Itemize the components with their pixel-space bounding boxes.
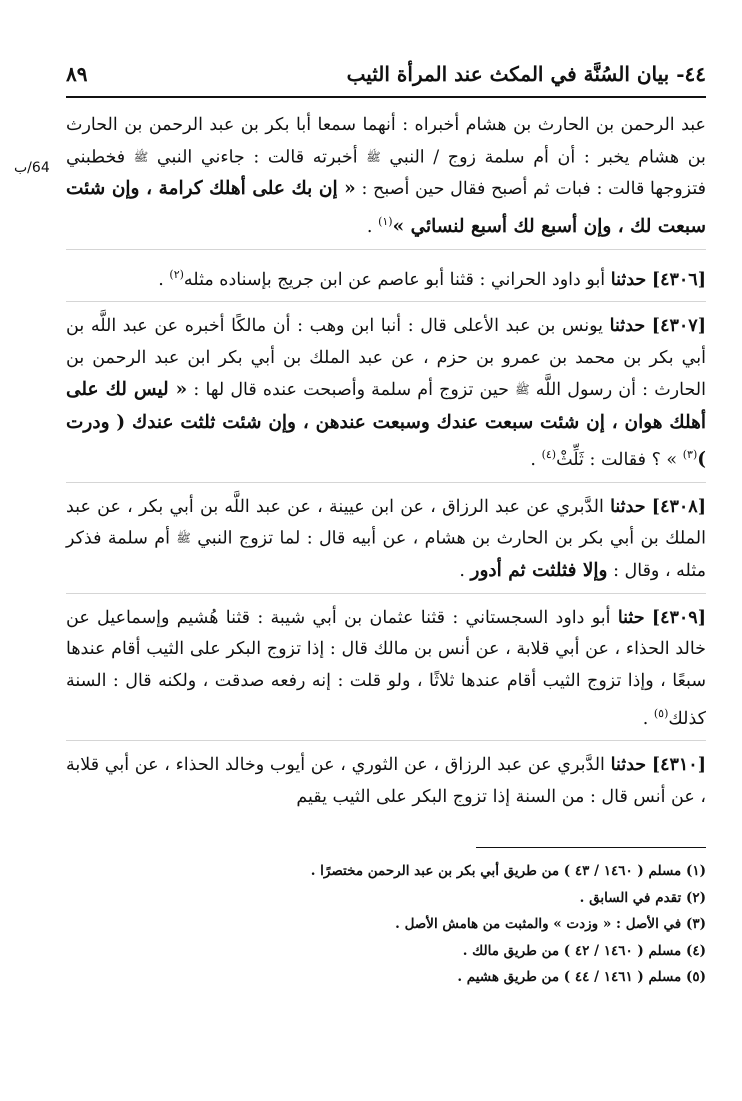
para-end: . xyxy=(530,450,536,471)
hadith-4309 xyxy=(66,603,706,741)
hadith-number: [٤٣٠٩] xyxy=(651,607,706,628)
para-text: الدَّبري عن عبد الرزاق ، عن الثوري ، عن أيوب وخالد الحذاء ، عن أبي قلابة ، عن أنس قال : من السنة إذا تزوج البكر على الثيب يقيم xyxy=(66,755,706,807)
para-text: » ؟ فقالت : ثَلِّثْ xyxy=(556,450,678,471)
hadith-number: [٤٣٠٦] xyxy=(651,269,706,290)
para-text: حين تزوج أم سلمة وأصبحت عنده قال لها : xyxy=(193,380,509,401)
hadith-4308 xyxy=(66,492,706,594)
manuscript-folio-note: 64/ب xyxy=(14,160,50,176)
footnote-ref[interactable]: (٣) xyxy=(682,448,698,462)
pbuh-honorific-icon: ﷺ xyxy=(366,149,381,164)
pbuh-honorific-icon: ﷺ xyxy=(176,531,191,546)
para-text: الدَّبري عن عبد الرزاق ، عن ابن عيينة ، عن عبد اللَّه بن أبي بكر ، عن عبد الملك بن أبي بكر بن الحارث بن هشام ، عن أبيه قال : لما تزوج النبي xyxy=(66,496,706,549)
footnote-ref[interactable]: (٥) xyxy=(653,706,669,720)
para-text: فخطبني فتزوجها قالت : فبات ثم أصبح فقال حين أصبح : xyxy=(66,146,706,200)
haddathana-word: حدثنا xyxy=(610,496,646,517)
footnote-1: (١) مسلم ( ١٤٦٠ / ٤٣ ) من طريق أبي بكر بن عبد الرحمن مختصرًا . xyxy=(310,863,706,879)
footnote-rule xyxy=(476,847,706,848)
para-text: يونس بن عبد الأعلى قال : أنبا ابن وهب : أن مالكًا أخبره عن عبد اللَّه بن أبي بكر بن محمد بن عمرو بن حزم ، عن عبد الملك بن أبي بكر ابن عبد الرحمن بن الحارث : أن رسول اللَّه xyxy=(66,315,706,401)
pbuh-honorific-icon: ﷺ xyxy=(133,149,149,164)
hadith-4310 xyxy=(66,750,706,818)
chapter-title: ٤٤- بيان السُنَّة في المكث عند المرأة الثيب xyxy=(346,62,706,86)
para-end: . xyxy=(642,708,649,729)
page-header xyxy=(66,56,706,92)
hadith-quote: « ليس لك على أهلك هوان ، إن شئت سبعت عندك وسبعت عندهن ، وإن شئت ثلثت عندك ( ودرت ) xyxy=(66,379,706,471)
hadith-number: [٤٣٠٨] xyxy=(651,496,706,517)
haddathana-word: حثنا xyxy=(617,607,645,628)
hadith-quote: وإلا فثلثت ثم أدور xyxy=(470,560,608,582)
paragraph-continuation xyxy=(66,110,706,250)
footnote-2: (٢) تقدم في السابق . xyxy=(579,889,706,906)
pbuh-honorific-icon: ﷺ xyxy=(515,382,530,397)
para-text: أم سلمة فذكر مثله ، وقال : xyxy=(66,528,706,582)
header-rule xyxy=(66,96,706,98)
footnote-ref[interactable]: (٢) xyxy=(169,267,184,281)
hadith-quote: « إن بك على أهلك كرامة ، وإن شئت سبعت لك ، وإن أسبع لك أسبع لنسائي » xyxy=(66,178,706,237)
hadith-number: [٤٣١٠] xyxy=(651,755,706,775)
para-end: . xyxy=(459,561,465,582)
para-end: . xyxy=(366,216,373,237)
para-text: عبد الرحمن بن الحارث بن هشام أخبراه : أنهما سمعا أبا بكر بن عبد الرحمن بن الحارث بن هشام يخبر : أن أم سلمة زوج / النبي xyxy=(66,115,706,167)
hadith-4306 xyxy=(66,259,706,302)
page-number: ٨٩ xyxy=(66,62,88,86)
para-text: أخبرته قالت : جاءني النبي xyxy=(156,146,358,167)
haddathana-word: حدثنا xyxy=(609,315,646,336)
footnote-ref[interactable]: (١) xyxy=(378,215,393,229)
haddathana-word: حدثنا xyxy=(610,755,647,775)
para-end: . xyxy=(158,269,164,290)
hadith-4307 xyxy=(66,311,706,483)
footnote-5: (٥) مسلم ( ١٤٦١ / ٤٤ ) من طريق هشيم . xyxy=(457,969,706,985)
para-text: أبو داود السجستاني : قثنا عثمان بن أبي شيبة : قثنا هُشيم وإسماعيل عن خالد الحذاء ، عن أبي قلابة ، عن أنس بن مالك قال : إذا تزوج البكر على الثيب أقام عندها سبعًا ، وإذا تزوج الثيب أقام عندها ثلاثًا ، ولو قلت : إنه رفعه صدقت ، ولكنه قال : السنة كذلك xyxy=(66,607,706,729)
para-text: أبو داود الحراني : قثنا أبو عاصم عن ابن جريج بإسناده مثله xyxy=(183,269,606,290)
footnote-ref[interactable]: (٤) xyxy=(541,448,557,462)
footnote-4: (٤) مسلم ( ١٤٦٠ / ٤٢ ) من طريق مالك . xyxy=(462,942,706,959)
footnotes xyxy=(66,858,706,991)
hadith-number: [٤٣٠٧] xyxy=(651,315,706,336)
footnote-3: (٣) في الأصل : « وزدت » والمثبت من هامش الأصل . xyxy=(395,916,706,932)
body-text xyxy=(66,110,706,827)
haddathana-word: حدثنا xyxy=(610,269,647,290)
